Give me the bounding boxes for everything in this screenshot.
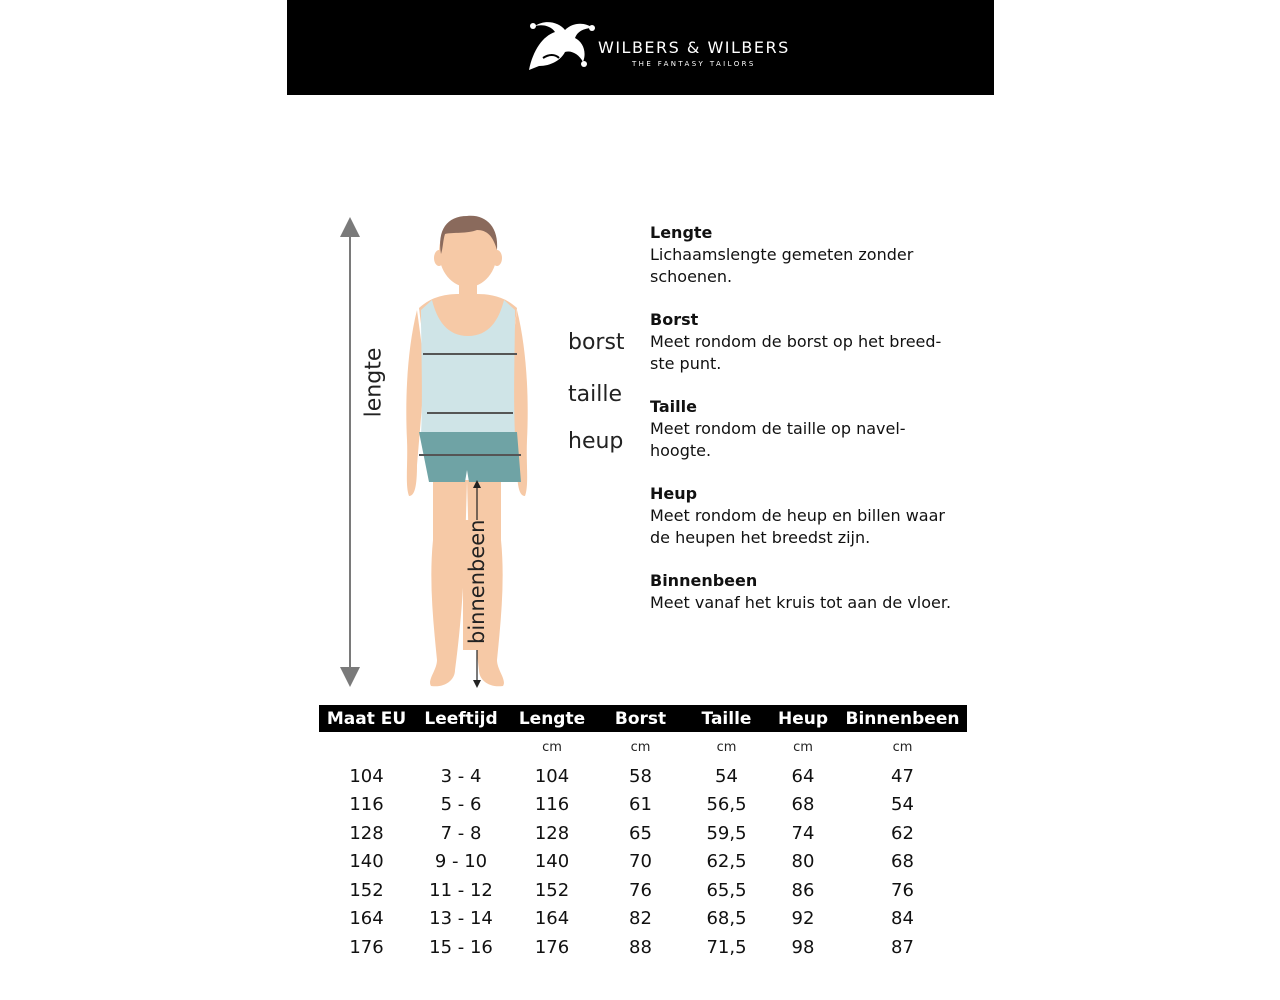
size-table — [319, 705, 967, 962]
table-row — [319, 791, 967, 820]
heup-label: heup — [568, 429, 624, 454]
desc-text: Meet rondom de taille op navel- hoogte. — [650, 419, 906, 460]
table-cell: 64 — [791, 765, 815, 787]
desc-title: Borst — [650, 310, 699, 329]
brand-tagline: THE FANTASY TAILORS — [632, 60, 756, 68]
table-cell: 116 — [534, 794, 570, 816]
table-row — [319, 819, 967, 848]
table-cell: 56,5 — [706, 794, 747, 816]
header-bar — [287, 0, 994, 95]
table-units-row — [319, 732, 967, 762]
table-cell: 15 - 16 — [429, 936, 493, 958]
desc-title: Lengte — [650, 223, 713, 242]
table-cell: 176 — [349, 936, 384, 958]
table-cell: 92 — [791, 908, 815, 930]
table-cell: 7 - 8 — [440, 822, 482, 844]
table-cell: 104 — [534, 765, 570, 787]
taille-label: taille — [568, 382, 622, 407]
measurement-descriptions — [650, 222, 980, 635]
table-cell: 82 — [629, 908, 652, 930]
table-cell: 13 - 14 — [429, 908, 493, 930]
jester-hat-logo-icon — [525, 20, 595, 74]
size-chart-page — [287, 0, 994, 1000]
table-cell: 80 — [791, 851, 815, 873]
table-row — [319, 905, 967, 934]
unit-cell: cm — [542, 739, 562, 755]
unit-cell: cm — [630, 739, 651, 755]
table-header-cell: Maat EU — [326, 708, 407, 729]
table-cell: 70 — [629, 851, 652, 873]
table-header-cell: Binnenbeen — [845, 708, 960, 729]
table-cell: 176 — [534, 936, 570, 958]
table-cell: 5 - 6 — [440, 794, 482, 816]
table-header-row — [319, 705, 967, 732]
table-header-cell: Taille — [701, 708, 752, 729]
brand-name: WILBERS & WILBERS — [598, 38, 790, 57]
desc-lengte — [650, 222, 980, 288]
unit-cell: cm — [892, 739, 913, 755]
table-cell: 65,5 — [706, 879, 747, 901]
table-row — [319, 848, 967, 877]
desc-text: Lichaamslengte gemeten zonder schoenen. — [650, 245, 914, 286]
table-row — [319, 876, 967, 905]
table-body — [319, 762, 967, 962]
table-cell: 47 — [891, 765, 914, 787]
desc-heup — [650, 483, 980, 549]
table-cell: 58 — [629, 765, 652, 787]
lengte-label: lengte — [361, 347, 387, 418]
table-cell: 140 — [349, 851, 384, 873]
table-cell: 140 — [534, 851, 570, 873]
table-cell: 68,5 — [706, 908, 747, 930]
table-cell: 84 — [891, 908, 914, 930]
table-cell: 65 — [629, 822, 652, 844]
table-cell: 9 - 10 — [434, 851, 488, 873]
unit-cell: cm — [793, 739, 813, 755]
table-cell: 61 — [629, 794, 652, 816]
table-cell: 62,5 — [706, 851, 747, 873]
table-cell: 152 — [349, 879, 384, 901]
length-arrow — [340, 217, 360, 687]
table-cell: 87 — [891, 936, 914, 958]
table-header-cell: Lengte — [518, 708, 586, 729]
table-cell: 76 — [629, 879, 652, 901]
desc-text: Meet rondom de heup en billen waar de heupen het breedst zijn. — [650, 506, 945, 547]
desc-borst — [650, 309, 980, 375]
table-header-cell: Borst — [614, 708, 667, 729]
table-row — [319, 933, 967, 962]
table-cell: 98 — [791, 936, 815, 958]
table-cell: 86 — [791, 879, 815, 901]
desc-text: Meet rondom de borst op het breed- ste punt. — [650, 332, 942, 373]
table-header-cell: Heup — [777, 708, 829, 729]
unit-cell: cm — [716, 739, 737, 755]
desc-title: Taille — [650, 397, 697, 416]
table-cell: 128 — [534, 822, 570, 844]
table-cell: 68 — [791, 794, 815, 816]
binnenbeen-label: binnenbeen — [465, 519, 489, 644]
table-cell: 54 — [891, 794, 914, 816]
table-cell: 3 - 4 — [440, 765, 482, 787]
table-cell: 62 — [891, 822, 914, 844]
body-measurement-figure — [287, 200, 647, 700]
table-cell: 164 — [534, 908, 570, 930]
table-cell: 104 — [349, 765, 384, 787]
table-cell: 11 - 12 — [429, 879, 493, 901]
table-cell: 152 — [534, 879, 570, 901]
table-cell: 68 — [891, 851, 914, 873]
table-cell: 88 — [629, 936, 652, 958]
desc-title: Binnenbeen — [650, 571, 758, 590]
desc-text: Meet vanaf het kruis tot aan de vloer. — [650, 593, 952, 612]
desc-binnenbeen — [650, 570, 980, 614]
borst-label: borst — [568, 330, 625, 355]
table-cell: 71,5 — [706, 936, 747, 958]
table-cell: 74 — [791, 822, 815, 844]
table-cell: 59,5 — [706, 822, 747, 844]
table-cell: 76 — [891, 879, 914, 901]
table-cell: 54 — [715, 765, 738, 787]
table-header-cell: Leeftijd — [424, 708, 498, 729]
table-row — [319, 762, 967, 791]
desc-title: Heup — [650, 484, 698, 503]
desc-taille — [650, 396, 980, 462]
table-cell: 164 — [349, 908, 384, 930]
table-cell: 116 — [349, 794, 384, 816]
table-cell: 128 — [349, 822, 384, 844]
